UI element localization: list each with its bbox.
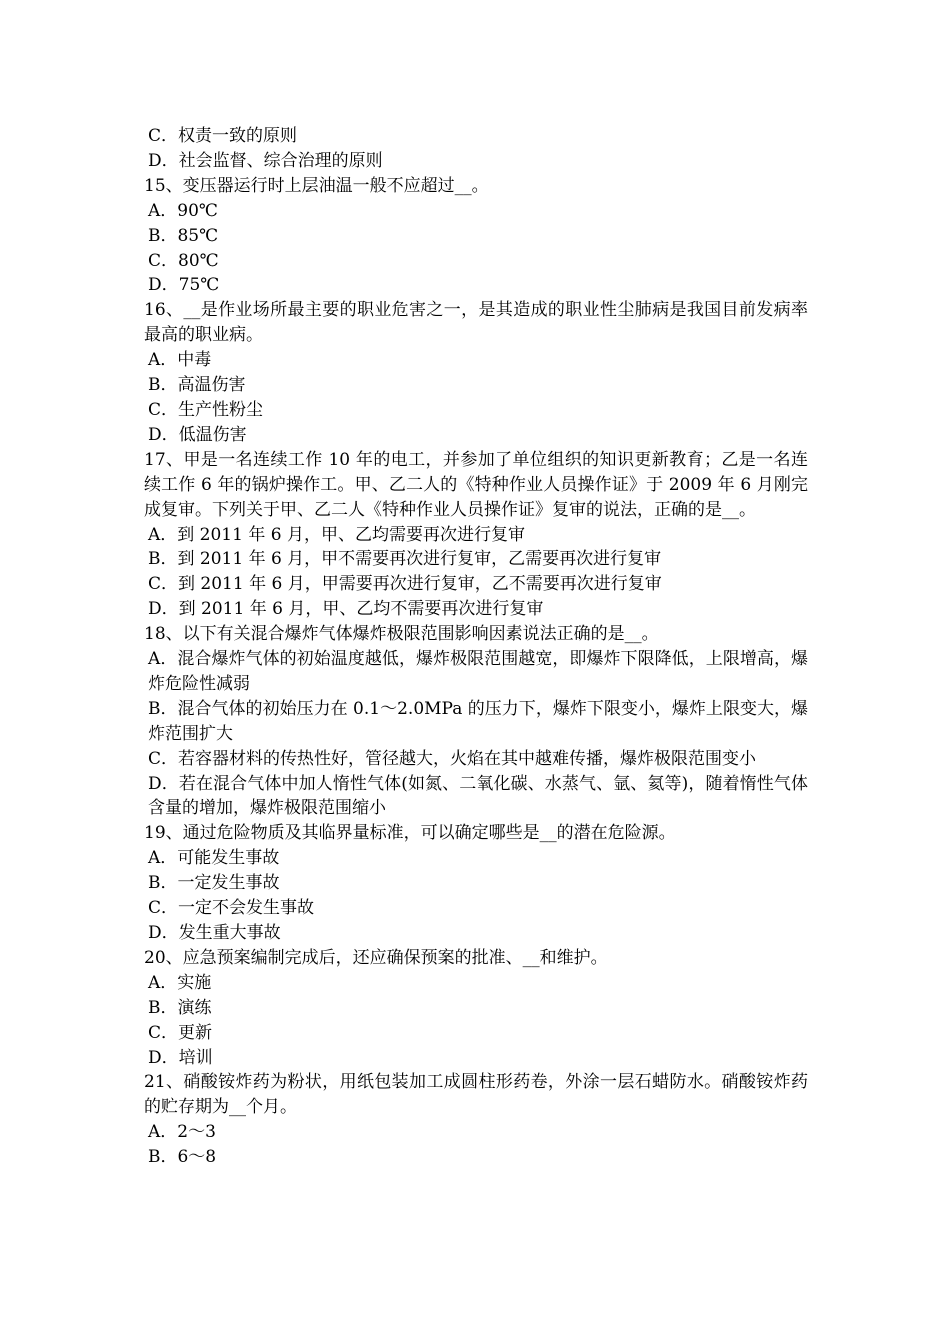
answer-option: B．85℃ bbox=[148, 225, 219, 246]
answer-option: B．混合气体的初始压力在 0.1～2.0MPa 的压力下，爆炸下限变小，爆炸上限变大，爆炸范围扩大 bbox=[148, 698, 808, 744]
answer-option: B．演练 bbox=[148, 997, 212, 1018]
answer-option: D．到 2011 年 6 月，甲、乙均不需要再次进行复审 bbox=[148, 599, 544, 620]
question-text: 16、__是作业场所最主要的职业危害之一，是其造成的职业性尘肺病是我国目前发病率最高的职业病。 bbox=[144, 300, 808, 346]
answer-option: A．90℃ bbox=[148, 200, 218, 221]
answer-option: A．中毒 bbox=[148, 350, 212, 371]
answer-option: A．2～3 bbox=[148, 1122, 216, 1143]
answer-option: C．权责一致的原则 bbox=[148, 126, 298, 146]
answer-option: C．更新 bbox=[148, 1022, 213, 1043]
answer-option: C．若容器材料的传热性好，管径越大，火焰在其中越难传播，爆炸极限范围变小 bbox=[148, 748, 757, 769]
answer-option: D．若在混合气体中加人惰性气体(如氮、二氧化碳、水蒸气、氩、氦等)，随着惰性气体含量的增加，爆炸极限范围缩小 bbox=[148, 773, 808, 819]
answer-option: A．实施 bbox=[148, 972, 212, 993]
answer-option: A．到 2011 年 6 月，甲、乙均需要再次进行复审 bbox=[148, 524, 525, 545]
answer-option: D．培训 bbox=[148, 1047, 213, 1068]
answer-option: B．高温伤害 bbox=[148, 375, 246, 396]
answer-option: B．到 2011 年 6 月，甲不需要再次进行复审，乙需要再次进行复审 bbox=[148, 549, 662, 570]
answer-option: C．一定不会发生事故 bbox=[148, 898, 315, 919]
answer-option: B．一定发生事故 bbox=[148, 873, 280, 894]
answer-option: C．生产性粉尘 bbox=[148, 399, 264, 420]
answer-option: A．可能发生事故 bbox=[148, 848, 280, 869]
question-text: 17、甲是一名连续工作 10 年的电工，并参加了单位组织的知识更新教育；乙是一名连续工作 6 年的锅炉操作工。甲、乙二人的《特种作业人员操作证》于 2009 年 6 月刚完成复审。下列关于甲、乙二人《特种作业人员操作证》复审的说法，正确的是__。 bbox=[144, 449, 808, 520]
answer-option: C．到 2011 年 6 月，甲需要再次进行复审，乙不需要再次进行复审 bbox=[148, 574, 662, 595]
answer-option: D．75℃ bbox=[148, 275, 220, 296]
document-body bbox=[144, 124, 808, 1170]
answer-option: D．社会监督、综合治理的原则 bbox=[148, 150, 383, 171]
question-text: 15、变压器运行时上层油温一般不应超过__。 bbox=[144, 175, 489, 196]
answer-option: D．发生重大事故 bbox=[148, 923, 281, 943]
answer-option: B．6～8 bbox=[148, 1147, 217, 1168]
question-text: 20、应急预案编制完成后，还应确保预案的批准、__和维护。 bbox=[144, 947, 608, 968]
question-text: 21、硝酸铵炸药为粉状，用纸包装加工成圆柱形药卷，外涂一层石蜡防水。硝酸铵炸药的贮存期为__个月。 bbox=[144, 1072, 808, 1118]
answer-option: C．80℃ bbox=[148, 250, 219, 271]
answer-option: D．低温伤害 bbox=[148, 424, 247, 445]
answer-option: A．混合爆炸气体的初始温度越低，爆炸极限范围越宽，即爆炸下限降低，上限增高，爆炸危险性减弱 bbox=[148, 649, 808, 694]
question-text: 19、通过危险物质及其临界量标准，可以确定哪些是__的潜在危险源。 bbox=[144, 823, 676, 844]
question-text: 18、以下有关混合爆炸气体爆炸极限范围影响因素说法正确的是__。 bbox=[144, 624, 659, 645]
